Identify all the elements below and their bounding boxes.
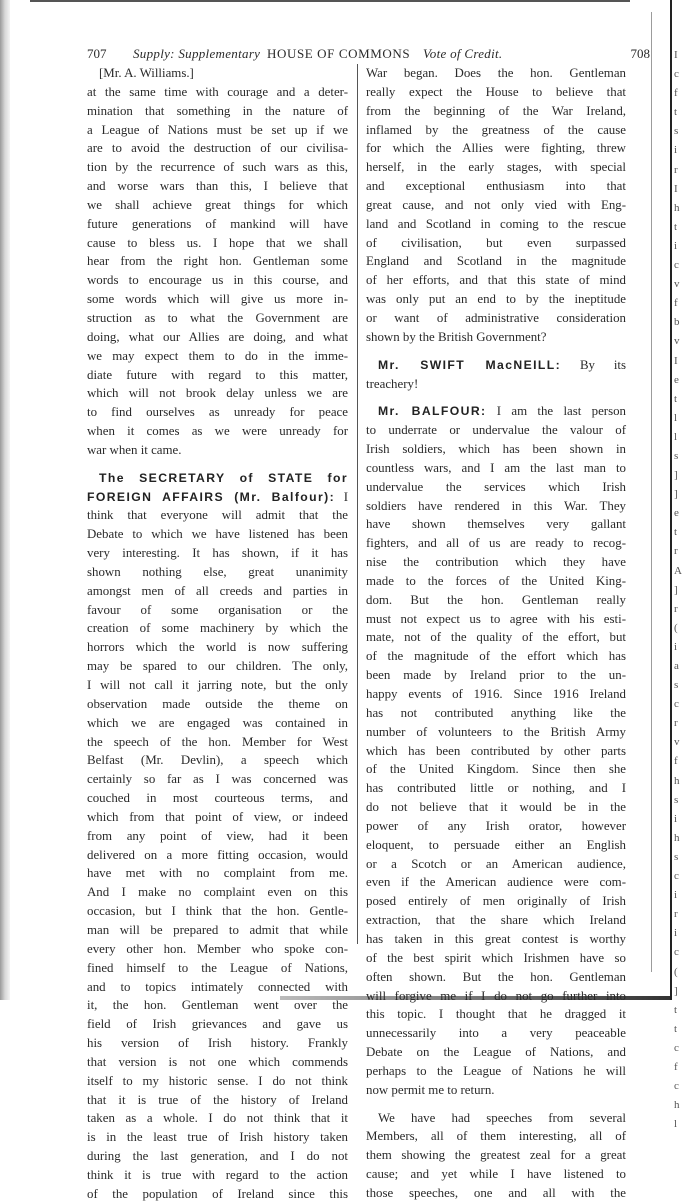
text-line: man will be prepared to admit that while: [87, 922, 348, 937]
text-line: that version is not one which commends: [87, 1054, 348, 1069]
speech-balfour-reply: Mr. BALFOUR: I am the last person to underrate or undervalue the valour of Irish soldiers, which has been shown in countless wars, and I am the last man to undervalue the services which Irish soldiers have rendered in this War. They have shown themselves very gallant fighters, and all of us are ready to recog- nise the contribution which they have made to the forces of the United King- dom. But the hon. Gentleman really must not expect us to agree with his esti- mate, not of the quality of the effort, but of the magnitude of the effort which has been made by Ireland prior to the un- happy events of 1916. Since 1916 Ireland has not contributed anything like the number of volunteers to the British Army which has been contributed by other parts of the United Kingdom. Since then she has contributed little or nothing, and I do not believe that it would be in the power of any Irish orator, however eloquent, to persuade either an English or a Scotch or an American audience, even if the American audience were com- posed entirely of men originally of Irish extraction, that the share which Ireland has taken in this great contest is worthy of the best spirit which Irishmen have so often shown. But the hon. Gentleman will forgive me if I do not go further into this topic. I thought that he dragged it unnecessarily into a very peaceable Debate on the League of Nations, and perhaps to the League of Nations he will now permit me to return.: [366, 402, 626, 1099]
text-line: this topic. I thought that he dragged it: [366, 1007, 626, 1022]
text-line: number of volunteers to the British Army: [366, 724, 626, 739]
text-line: the speech of the hon. Member for West: [87, 734, 348, 749]
text-line: occasion, but I think that the hon. Gentle-: [87, 904, 348, 919]
text-line: very interesting. It has shown, if it has: [87, 546, 348, 561]
text-line: extraction, that the share which Ireland: [366, 913, 626, 928]
fragment-letter: I: [674, 49, 678, 61]
fragment-letter: i: [674, 239, 678, 252]
text-line: has not contributed anything like the: [366, 705, 626, 720]
fragment-letter: i: [674, 812, 678, 825]
fragment-letter: r: [674, 545, 678, 558]
text-line: doing, what our Allies are doing, and what: [87, 329, 348, 344]
text-line: delivered on a more fitting occasion, would: [87, 847, 348, 862]
fragment-letter: c: [674, 68, 679, 81]
fragment-letter: f: [674, 297, 678, 310]
text-line: have met with no complaint from me.: [87, 866, 348, 881]
fragment-letter: c: [674, 259, 679, 272]
text-line: from the beginning of the War Ireland,: [366, 103, 626, 118]
text-line: now permit me to return.: [366, 1082, 495, 1097]
fragment-letter: h: [674, 831, 680, 844]
text-line: at the same time with courage and a deter-: [87, 84, 348, 99]
running-header: [87, 45, 650, 63]
text-line: or want of administrative consideration: [366, 310, 626, 325]
text-line: favour of some organisation or the: [87, 602, 348, 617]
fragment-letter: r: [674, 163, 678, 176]
fragment-letter: ]: [674, 488, 678, 501]
text-line: eloquent, to persuade either an English: [366, 837, 626, 852]
fragment-letter: i: [674, 889, 678, 902]
text-line: of the best spirit which Irishmen have so: [366, 950, 626, 965]
fragment-letter: c: [674, 1041, 679, 1054]
fragment-letter: i: [674, 144, 678, 157]
text-line: and worse wars than this, I believe that: [87, 179, 348, 194]
fragment-letter: c: [674, 946, 679, 959]
text-line: cause to bless us. I hope that we shall: [87, 235, 348, 250]
fragment-letter: h: [674, 774, 680, 787]
text-line: Debate on the League of Nations, and: [366, 1045, 626, 1060]
fragment-letter: h: [674, 201, 680, 214]
text-line: Debate to which we have listened has been: [87, 527, 348, 542]
fragment-letter: e: [674, 507, 679, 520]
text-line: even if the American audience were com-: [366, 875, 626, 890]
fragment-letter: c: [674, 1080, 679, 1093]
speech-balfour: The SECRETARY of STATE for FOREIGN AFFAIRS (Mr. Balfour): I think that everyone will admit that the Debate to which we have listened has been very interesting. It has shown, if it has shown nothing else, great unanimity amongst men of all creeds and parties in favour of some organisation or the creation of some machinery by which the horrors which the world is now suffering may be spared to our children. The only, I will not call it jarring note, but the only observation made outside the theme on which we are engaged was contained in the speech of the hon. Member for West Belfast (Mr. Devlin), a speech which certainly so far as I was concerned was couched in most courteous terms, and which from that point of view, or indeed from any point of view, had it been delivered on a more fitting occasion, would have met with no complaint from me. And I make no complaint even on this occasion, but I think that the hon. Gentle- man will be prepared to admit that while every other hon. Member who spoke con- fined himself to the League of Nations, and to topics intimately connected with it, the hon. Gentleman went over the field of Irish grievances and gave us his version of Irish history. Frankly that version is not one which commends itself to my historic sense. I do not think that it is true of the history of Ireland taken as a whole. I do not think that it is in the least true of Irish history taken during the last generation, and I do not think it is true with regard to the action of the population of Ireland since this: [87, 469, 348, 1204]
text-line: words to encourage us in this course, and: [87, 273, 348, 288]
text-line: mate, not of the quality of the effort, but: [366, 630, 626, 645]
text-line: during the last generation, and I do not: [87, 1149, 348, 1164]
fragment-letter: v: [674, 736, 680, 749]
text-line: nise the contribution which they have: [366, 555, 626, 570]
text-line: fighters, and all of us are ready to recog-: [366, 536, 626, 551]
fragment-letter: A: [674, 564, 682, 577]
page-top-edge: [30, 0, 630, 2]
text-line: inflamed by the greatness of the cause: [366, 122, 626, 137]
text-line: herself, in the early stages, with special: [366, 160, 626, 175]
text-line: of civilisation, but even surpassed: [366, 235, 626, 250]
text-line: posed entirely of men originally of Irish: [366, 894, 626, 909]
text-line: taken as a whole. I do not think that it: [87, 1111, 348, 1126]
fragment-letter: s: [674, 850, 679, 863]
speaker-name-cont: FOREIGN AFFAIRS (Mr. Balfour):: [87, 489, 336, 504]
text-line: are to avoid the destruction of our civilisa-: [87, 141, 348, 156]
fragment-letter: s: [674, 449, 679, 462]
text-line: I will not call it jarring note, but the only: [87, 678, 348, 692]
fragment-letter: t: [674, 392, 678, 405]
fragment-letter: ]: [674, 583, 678, 596]
text-line: mination that something in the nature of: [87, 103, 348, 118]
next-page-fragment: [674, 46, 682, 1131]
column-divider: [357, 64, 358, 944]
text-line: is in the least true of Irish history taken: [87, 1130, 348, 1145]
speaker-name: Mr. BALFOUR:: [378, 404, 487, 419]
text-line: often shown. But the hon. Gentleman: [366, 969, 626, 984]
text-line: observation made outside the theme on: [87, 696, 348, 711]
text-line: England and Scotland in the magnitude: [366, 254, 626, 269]
fragment-letter: t: [674, 1022, 678, 1035]
text-line: think that everyone will admit that the: [87, 508, 348, 523]
text-line: or a Scotch or an American audience,: [366, 856, 626, 871]
text-line: struction as to what the Government are: [87, 310, 348, 325]
fragment-letter: s: [674, 125, 679, 138]
fragment-letter: c: [674, 870, 679, 883]
continued-speech: [87, 83, 348, 460]
page-number-right: 708: [630, 46, 650, 61]
fragment-letter: t: [674, 526, 678, 539]
fragment-letter: r: [674, 908, 678, 921]
text-line: his version of Irish history. Frankly: [87, 1036, 348, 1051]
text-line: perhaps to the League of Nations he will: [366, 1063, 626, 1078]
text-line: some words which will give us more in-: [87, 292, 348, 307]
text-line: and exceptional enthusiasm into that: [366, 179, 626, 194]
fragment-letter: t: [674, 220, 678, 233]
text-line: from any point of view, had it been: [87, 828, 348, 843]
text-line: have shown themselves very gallant: [366, 517, 626, 532]
book-binding-edge: [0, 0, 10, 1000]
fragment-letter: e: [674, 373, 679, 386]
text-line: which has been contributed by other parts: [366, 743, 626, 758]
fragment-letter: s: [674, 679, 679, 692]
text-line: And I make no complaint even on this: [87, 885, 348, 900]
text-line: think it is true with regard to the action: [87, 1167, 348, 1182]
text-line: soldiers have rendered in this War. They: [366, 498, 626, 513]
text-line: Belfast (Mr. Devlin), a speech which: [87, 753, 348, 768]
fragment-letter: ]: [674, 469, 678, 482]
text-line: amongst men of all creeds and parties in: [87, 583, 348, 598]
fragment-letter: f: [674, 1060, 678, 1073]
text-line: hear from the right hon. Gentleman some: [87, 254, 348, 269]
text-line: we shall achieve great things for which: [87, 197, 348, 212]
fragment-letter: h: [674, 1099, 680, 1112]
fragment-letter: c: [674, 698, 679, 711]
page-right-margin-rule: [651, 12, 652, 972]
text-line: We have had speeches from several: [378, 1110, 626, 1125]
page-gutter-edge: [670, 0, 672, 1000]
text-line: which will not brook delay unless we are: [87, 386, 348, 401]
text-line: those speeches, one and all with the: [366, 1185, 626, 1200]
fragment-letter: v: [674, 335, 680, 348]
fragment-letter: l: [674, 411, 678, 424]
text-line: field of Irish grievances and gave us: [87, 1017, 348, 1032]
text-line: of the magnitude of the effort which has: [366, 649, 626, 664]
text-line: great cause, and not only vied with Eng-: [366, 197, 626, 212]
text-line: fined himself to the League of Nations,: [87, 960, 348, 975]
text-line: which we are engaged was contained in: [87, 715, 348, 730]
speaker-name: Mr. SWIFT MacNEILL:: [378, 357, 562, 372]
fragment-letter: l: [674, 1118, 678, 1131]
text-line: do not believe that it would be in the: [366, 800, 626, 815]
text-line: of her efforts, and that this state of mind: [366, 273, 626, 288]
page-number-left: 707: [87, 46, 107, 61]
text-line: countless wars, and I am the last man to: [366, 460, 626, 475]
fragment-letter: f: [674, 755, 678, 768]
text-line: War began. Does the hon. Gentleman: [366, 66, 626, 80]
text-line: cause; and yet while I have listened to: [366, 1167, 626, 1182]
text-line: shown by the British Government?: [366, 329, 547, 344]
fragment-letter: v: [674, 278, 680, 291]
fragment-letter: f: [674, 87, 678, 100]
fragment-letter: (: [674, 965, 678, 978]
text-line: shown nothing else, great unanimity: [87, 564, 348, 579]
text-line: must not expect us to agree with his esti-: [366, 611, 626, 626]
text-line: it, the hon. Gentleman went over the: [87, 998, 348, 1013]
text-line: has taken in this great contest is worthy: [366, 931, 626, 946]
text-line: may be spared to our children. The only,: [87, 659, 348, 674]
text-line: happy events of 1916. Since 1916 Ireland: [366, 687, 626, 701]
interjection-macneill: Mr. SWIFT MacNEILL: By its treachery!: [366, 357, 626, 391]
fragment-letter: ]: [674, 984, 678, 997]
text-line: and to topics intimately connected with: [87, 979, 348, 994]
text-line: horrors which the world is now suffering: [87, 640, 348, 655]
text-line: dom. But the hon. Gentleman really: [366, 592, 626, 607]
text-line: has contributed little or nothing, and I: [366, 781, 626, 796]
text-line: tion by the recurrence of such wars as this,: [87, 160, 348, 175]
fragment-letter: i: [674, 927, 678, 940]
fragment-letter: l: [674, 430, 678, 443]
text-line: itself to my historic sense. I do not think: [87, 1073, 348, 1088]
fragment-letter: r: [674, 602, 678, 615]
fragment-letter: b: [674, 316, 680, 329]
fragment-letter: a: [674, 660, 679, 672]
text-line: of the population of Ireland since this: [87, 1186, 348, 1201]
text-line: land and Scotland in coming to the rescue: [366, 216, 626, 231]
text-line: future generations of mankind will have: [87, 216, 348, 231]
text-line: to find ourselves as unready for peace: [87, 405, 348, 420]
text-line: them showing the greatest zeal for a great: [366, 1148, 626, 1163]
text-line: which from that point of view, or indeed: [87, 809, 348, 824]
text-line: power of any Irish orator, however: [366, 818, 626, 833]
fragment-letter: t: [674, 1003, 678, 1016]
subject-title: Vote of Credit.: [423, 46, 503, 61]
paragraph: [366, 1109, 626, 1203]
text-line: Members, all of them interesting, all of: [366, 1129, 626, 1144]
text-line: certainly so far as I was concerned was: [87, 772, 348, 787]
text-line: a League of Nations must be set up if we: [87, 122, 348, 137]
text-line: every other hon. Member who spoke con-: [87, 941, 348, 956]
continued-speech: [366, 64, 626, 347]
right-column: [366, 64, 626, 1203]
text-line: was only put an end to by the ineptitude: [366, 292, 626, 307]
speaker-attribution: [Mr. A. Williams.]: [99, 66, 194, 80]
fragment-letter: (: [674, 621, 678, 634]
text-line: diate future with regard to this matter,: [87, 367, 348, 382]
text-line: when it comes as we were unready for: [87, 424, 348, 439]
speaker-name: The SECRETARY of STATE for: [99, 470, 348, 485]
fragment-letter: t: [674, 106, 678, 119]
text-line: we may expect them to do in the imme-: [87, 348, 348, 363]
text-line: undervalue the services which Irish: [366, 479, 626, 494]
fragment-letter: i: [674, 640, 678, 653]
text-line: of the United Kingdom. Since then she: [366, 762, 626, 777]
fragment-letter: r: [674, 717, 678, 730]
text-line: creation of some machinery by which the: [87, 621, 348, 636]
text-line: that it is true of the history of Ireland: [87, 1092, 348, 1107]
text-line: for which the Allies were fighting, threw: [366, 141, 626, 156]
house-title: HOUSE OF COMMONS: [267, 46, 411, 61]
text-line: couched in most courteous terms, and: [87, 791, 348, 806]
text-line: to underrate or undervalue the valour of: [366, 423, 626, 438]
section-title: Supply: Supplementary: [133, 46, 261, 61]
text-line: made to the forces of the United King-: [366, 573, 626, 588]
text-line: unnecessarily into a very peaceable: [366, 1026, 626, 1041]
text-line: will forgive me if I do not go further into: [366, 988, 626, 1003]
text-line: been made by Ireland prior to the un-: [366, 668, 626, 683]
text-line: war when it came.: [87, 442, 182, 457]
left-column: [87, 64, 348, 1204]
text-line: Irish soldiers, which has been shown in: [366, 442, 626, 457]
text-line: really expect the House to believe that: [366, 84, 626, 99]
fragment-letter: s: [674, 793, 679, 806]
fragment-letter: I: [674, 182, 678, 195]
fragment-letter: I: [674, 354, 678, 367]
